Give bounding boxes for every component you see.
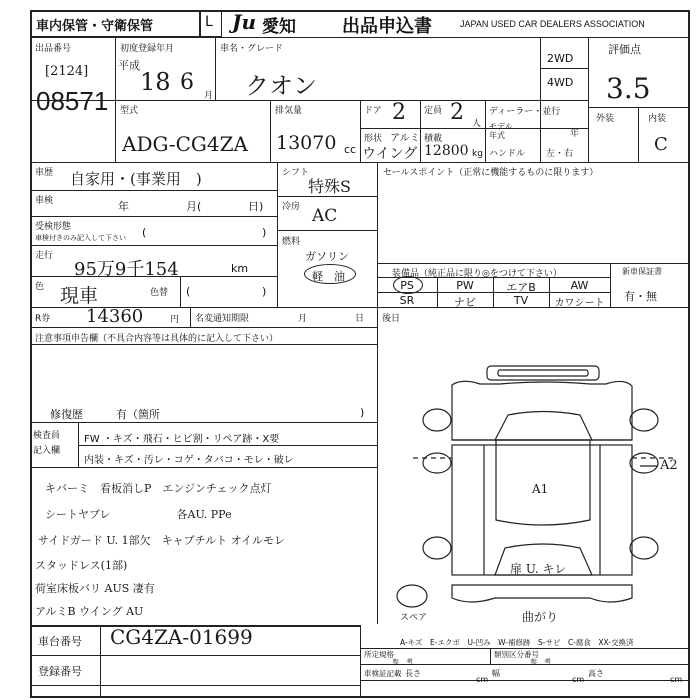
handle-options: 左・右 <box>546 149 574 159</box>
inspection-label: 車検 <box>35 196 54 206</box>
shape-label: 形状 <box>364 134 383 144</box>
registration-month: 6 <box>180 70 194 95</box>
name-change-day: 日 <box>355 314 365 324</box>
name-change-label: 名変通知期限 <box>195 314 250 324</box>
repair-close: ) <box>360 406 365 419</box>
equipment-ps: PS <box>400 279 414 292</box>
spec-label: 所定規格 <box>364 650 394 659</box>
color-label: 色 <box>35 282 45 292</box>
remark-line: 荷室床板バリ AUS 凄有 <box>35 582 155 595</box>
dim-width: 幅 <box>492 669 500 678</box>
type-label: 類別区分番号 <box>494 650 539 659</box>
equipment-airbag: エアB <box>506 281 536 294</box>
registration-year: 18 <box>140 68 171 96</box>
displacement-label: 排気量 <box>275 106 303 116</box>
mark-center: A1 <box>532 482 549 496</box>
rule <box>490 648 491 664</box>
lot-bracket-number: [2124] <box>45 64 89 79</box>
recipient-paren-close: ) <box>262 226 267 239</box>
form-title: 出品申込書 <box>342 16 432 37</box>
mileage-value: 95万9千154 <box>74 259 179 280</box>
checks-row-1: FW ・キズ・飛石・ヒビ割・リペア跡・X要 <box>84 434 280 445</box>
rule <box>30 655 360 656</box>
mileage-unit: km <box>231 262 249 275</box>
spec-sub: 参 考 <box>392 658 413 666</box>
ac-value: AC <box>312 206 338 226</box>
shape-value-2: ウイング <box>362 146 418 162</box>
history-value: 自家用・(事業用 ) <box>70 170 202 188</box>
shape-value-1: アルミ <box>390 133 420 144</box>
mark-rear: 扉 U. キレ <box>510 562 567 576</box>
capacity-unit: 人 <box>472 119 482 129</box>
payload-value: 12800 <box>424 143 469 159</box>
score-value: 3.5 <box>606 72 651 105</box>
color-replacement-label: 色替 <box>150 288 169 298</box>
rule <box>360 625 361 698</box>
handle-label: ハンドル <box>489 149 526 159</box>
damage-legend: A-キズ E-エクボ U-凹み W-補修跡 S-サビ C-腐食 XX-交換済 <box>400 638 634 647</box>
dealer-line: ディーラー・並行 <box>489 107 561 117</box>
exterior-label: 外装 <box>596 114 615 124</box>
lot-number: 08571 <box>36 86 109 116</box>
mileage-label: 走行 <box>35 251 54 261</box>
recycle-label: R券 <box>35 314 51 324</box>
inspector-label: 検査員 記入欄 <box>33 431 61 456</box>
storage-mark: L <box>205 14 213 30</box>
equipment-navi: ナビ <box>454 296 476 309</box>
remark-line: サイドガード U. 1部欠 キャブチルト オイルモレ <box>38 534 286 547</box>
color-value: 現車 <box>60 285 99 307</box>
spare-label: スペア <box>400 613 428 623</box>
dim-length: 長さ <box>405 669 421 678</box>
org-name: 愛知 <box>262 17 296 37</box>
drive-4wd: 4WD <box>547 76 574 89</box>
color-paren-close: ) <box>262 285 267 298</box>
score-label: 評価点 <box>608 43 641 56</box>
car-name-value: クオン <box>245 72 317 100</box>
ju-logo: Ju <box>232 10 257 34</box>
interior-value: C <box>654 134 668 155</box>
post-date-label: 後日 <box>382 314 401 324</box>
fuel-gas: ガソリン <box>305 250 349 263</box>
rule <box>100 625 101 698</box>
registration-era: 平成 <box>118 59 140 72</box>
warranty-options: 有・無 <box>624 290 657 303</box>
remark-line: シートヤブレ 各AU. PPe <box>45 508 232 521</box>
drive-2wd: 2WD <box>547 52 574 65</box>
shift-label: シフト <box>282 168 310 178</box>
payload-unit: kg <box>472 149 483 159</box>
capacity-label: 定員 <box>424 106 443 116</box>
color-paren-open: ( <box>186 285 191 298</box>
doors-label: ドア <box>364 106 382 116</box>
model-year-sub: 年式 <box>489 131 505 140</box>
remark-line: アルミB ウイング AU <box>35 605 144 618</box>
storage-title: 車内保管・守衛保管 <box>36 19 154 34</box>
model-label: 型式 <box>120 106 139 116</box>
equipment-tv: TV <box>513 294 529 307</box>
shift-value: 特殊S <box>308 177 351 196</box>
chassis-value: CG4ZA-01699 <box>110 625 253 649</box>
reg-number-label: 登録番号 <box>38 665 82 678</box>
car-name-label: 車名・グレード <box>220 44 284 54</box>
checks-row-2: 内装・キズ・汚レ・コゲ・タバコ・モレ・破レ <box>84 455 294 466</box>
repair-value: 有（箇所 <box>116 408 160 421</box>
rule <box>360 680 690 681</box>
inspection-day: 日) <box>248 200 264 213</box>
dim-height: 高さ <box>588 669 604 678</box>
fuel-label: 燃料 <box>282 237 301 247</box>
recycle-value: 14360 <box>86 306 144 327</box>
model-year-unit: 年 <box>570 129 580 139</box>
equipment-label: 装備品（純正品に限り◎をつけて下さい） <box>392 269 562 279</box>
recipient-paren-open: ( <box>142 226 147 239</box>
recipient-label: 受検形態 <box>35 222 72 232</box>
equipment-sr: SR <box>399 294 415 307</box>
recycle-unit: 円 <box>170 315 180 325</box>
lot-label: 出品番号 <box>35 44 72 54</box>
model-value: ADG-CG4ZA <box>122 132 248 156</box>
interior-label: 内装 <box>648 114 667 124</box>
equipment-pw: PW <box>456 279 474 292</box>
dim-length-unit: cm <box>476 675 489 684</box>
dim-height-unit: cm <box>670 675 683 684</box>
registration-label: 初度登録年月 <box>120 44 175 54</box>
remark-line: キバーミ 看板消しP エンジンチェック点灯 <box>45 482 272 495</box>
association-name: JAPAN USED CAR DEALERS ASSOCIATION <box>460 19 645 29</box>
notes-label: 注意事項申告欄（不具合内容等は具体的に記入して下さい） <box>35 334 279 344</box>
selling-points-label: セールスポイント（正常に機能するものに限ります） <box>383 168 599 178</box>
displacement-value: 13070 <box>276 132 337 154</box>
fuel-diesel: 軽 油 <box>312 270 345 283</box>
inspection-month: 月( <box>186 200 202 213</box>
dim-width-unit: cm <box>572 675 585 684</box>
payload-label: 積載 <box>424 134 443 144</box>
recipient-note: 車検付きのみ記入して下さい <box>35 234 126 242</box>
equipment-leather: カワシート <box>554 298 605 309</box>
rule <box>30 685 360 686</box>
mark-bottom: 曲がり <box>522 610 559 624</box>
warranty-label: 新車保証書 <box>622 267 662 276</box>
model-year-label: モデル <box>489 122 513 131</box>
name-change-month: 月 <box>298 314 308 324</box>
repair-label: 修復歴 <box>50 408 83 421</box>
displacement-unit: cc <box>344 143 357 156</box>
registration-month-unit: 月 <box>204 91 214 101</box>
doors-value: 2 <box>392 100 406 125</box>
chassis-label: 車台番号 <box>38 635 82 648</box>
history-label: 車歴 <box>35 168 54 178</box>
remark-line: スタッドレス(1部) <box>35 559 128 572</box>
inspection-year: 年 <box>118 200 129 213</box>
type-sub: 参 考 <box>530 658 551 666</box>
ac-label: 冷房 <box>282 202 301 212</box>
capacity-value: 2 <box>450 100 464 125</box>
actual-label: 車検証記載 <box>364 669 402 678</box>
mark-a2: A2 <box>660 458 678 473</box>
equipment-aw: AW <box>570 279 589 292</box>
